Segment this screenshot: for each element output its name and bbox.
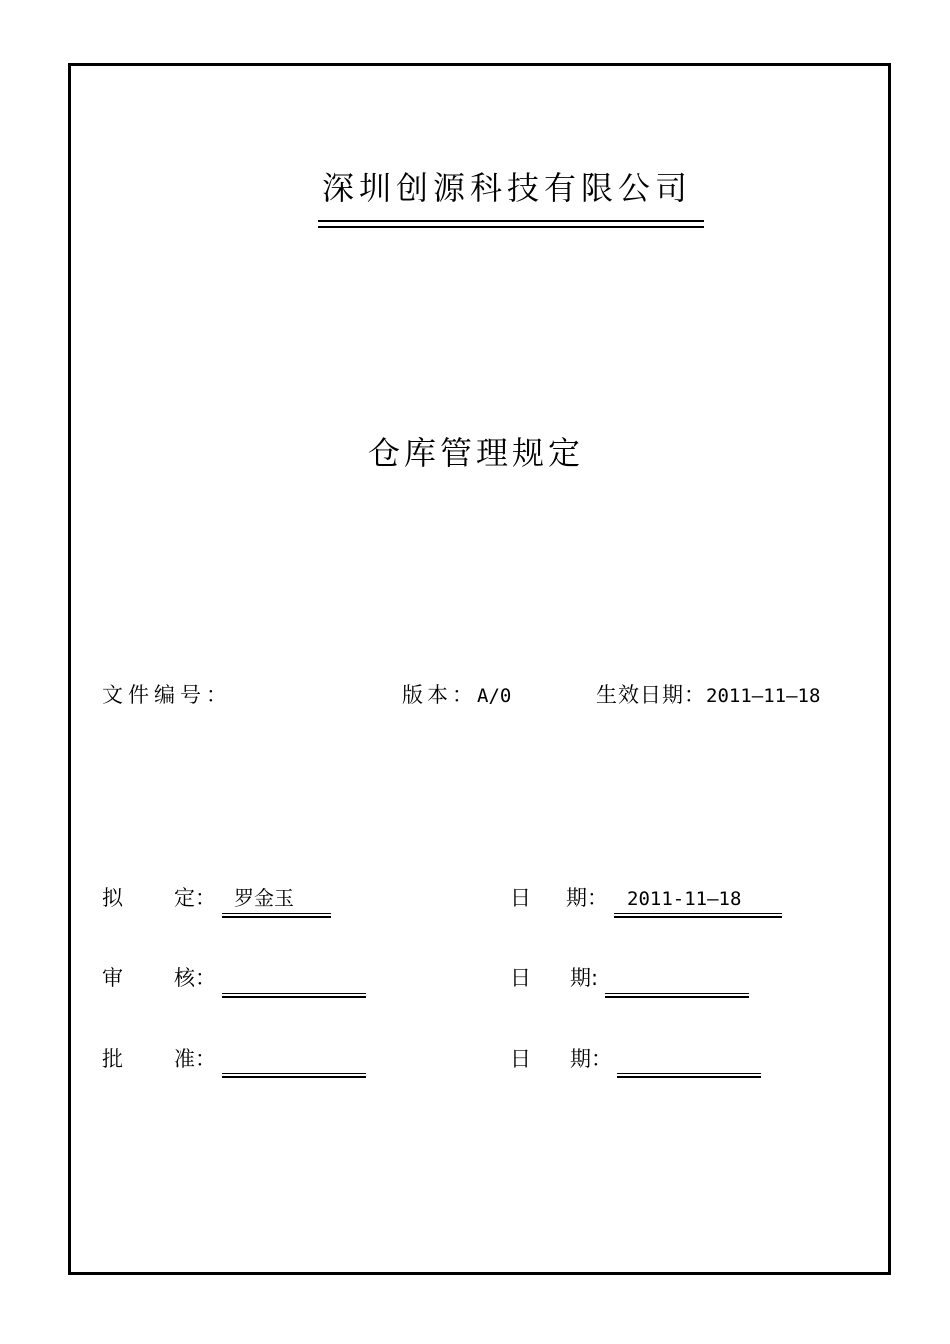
version-label: 版本： bbox=[402, 683, 477, 707]
approved-label-char1: 批 bbox=[102, 1047, 123, 1071]
reviewed-name-line bbox=[222, 993, 366, 998]
approved-name-line bbox=[222, 1073, 366, 1078]
doc-number-label: 文件编号： bbox=[102, 683, 232, 707]
drafted-name: 罗金玉 bbox=[234, 886, 294, 910]
version-value: A/0 bbox=[477, 685, 512, 707]
reviewed-date-label-char1: 日 bbox=[510, 966, 531, 990]
company-name-underline bbox=[318, 220, 704, 228]
document-title: 仓库管理规定 bbox=[368, 434, 585, 472]
reviewed-label-char1: 审 bbox=[102, 966, 123, 990]
drafted-date-label-char1: 日 bbox=[510, 886, 531, 910]
reviewed-date-line bbox=[605, 993, 749, 998]
approved-date-label-char1: 日 bbox=[510, 1047, 531, 1071]
company-name: 深圳创源科技有限公司 bbox=[322, 169, 693, 207]
effective-date-value: 2011—11—18 bbox=[706, 685, 821, 707]
reviewed-date-label-char2: 期: bbox=[570, 966, 599, 990]
page-border bbox=[68, 63, 891, 1275]
drafted-date: 2011-11—18 bbox=[627, 888, 742, 910]
approved-label-char2: 准： bbox=[174, 1047, 216, 1071]
approved-date-label-char2: 期： bbox=[570, 1047, 612, 1071]
version-field bbox=[402, 681, 511, 710]
drafted-date-line bbox=[614, 913, 782, 918]
effective-date-label: 生效日期： bbox=[596, 683, 706, 707]
drafted-label-char2: 定： bbox=[174, 886, 216, 910]
drafted-name-line bbox=[222, 913, 331, 918]
drafted-label-char1: 拟 bbox=[102, 886, 123, 910]
approved-date-line bbox=[617, 1073, 761, 1078]
effective-date-field bbox=[596, 681, 820, 710]
reviewed-label-char2: 核： bbox=[174, 966, 216, 990]
drafted-date-label-char2: 期： bbox=[566, 886, 608, 910]
